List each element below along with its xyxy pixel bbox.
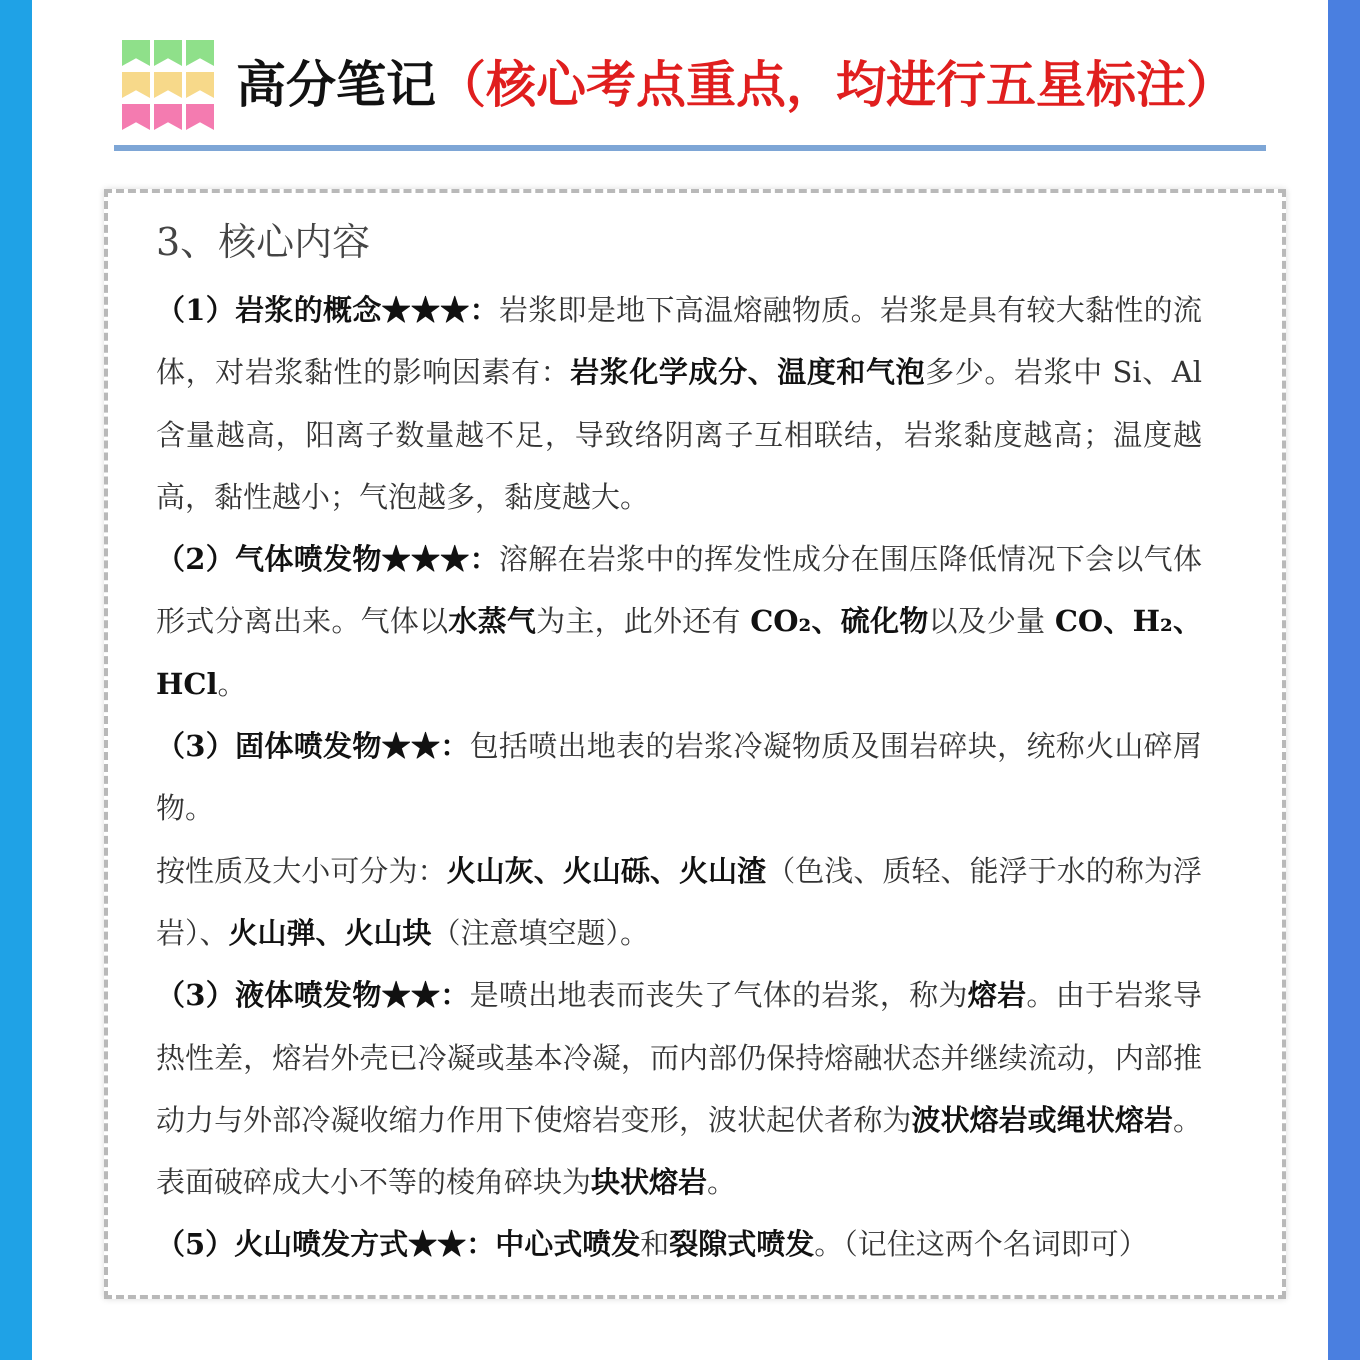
paragraph-solid-ejecta xyxy=(156,715,1202,840)
title-main: 高分笔记 xyxy=(236,56,436,114)
text: 。（记住这两个名词即可） xyxy=(814,1227,1148,1262)
label-liquid-ejecta: （3）液体喷发物★★： xyxy=(156,978,470,1013)
header-divider xyxy=(114,145,1266,151)
paragraph-gas-ejecta xyxy=(156,528,1202,715)
text: 为主，此外还有 xyxy=(536,604,751,639)
bold-text: 水蒸气 xyxy=(448,604,537,639)
bold-text: 熔岩 xyxy=(967,978,1027,1013)
label-solid-ejecta: （3）固体喷发物★★： xyxy=(156,729,470,764)
bunting-flags-icon xyxy=(122,40,218,136)
bold-text: 块状熔岩 xyxy=(591,1165,708,1200)
right-accent-bar xyxy=(1328,0,1360,1360)
bold-text: 火山灰、火山砾、火山渣 xyxy=(446,853,767,888)
bold-text: 裂隙式喷发 xyxy=(669,1227,815,1262)
bold-text: CO、H₂、HCl xyxy=(156,604,1202,701)
paragraph-liquid-ejecta xyxy=(156,964,1202,1213)
bold-text: CO₂、硫化物 xyxy=(750,604,929,639)
bold-text: 岩浆化学成分、温度和气泡 xyxy=(570,355,926,390)
bold-text: 火山弹、火山块 xyxy=(228,915,432,950)
text: （色浅、质轻、能浮于水的称为浮岩）、 xyxy=(156,853,1202,950)
text: 是喷出地表而丧失了气体的岩浆，称为 xyxy=(469,978,968,1013)
page-title xyxy=(236,50,1236,120)
text: 和 xyxy=(640,1227,670,1262)
bold-text: 中心式喷发 xyxy=(495,1227,641,1262)
bold-text: 波状熔岩或绳状熔岩 xyxy=(911,1102,1173,1137)
label-eruption-modes: （5）火山喷发方式★★： xyxy=(156,1227,496,1262)
text: 。由于岩浆导热性差，熔岩外壳已冷凝或基本冷凝，而内部仍保持熔融状态并继续流动，内部推动力与外部冷凝收缩力作用下使熔岩变形，波状起伏者称为 xyxy=(156,978,1202,1137)
text: 。 xyxy=(217,666,247,701)
title-note: （核心考点重点，均进行五星标注） xyxy=(436,56,1236,114)
text: （注意填空题）。 xyxy=(431,915,650,950)
text: 包括喷出地表的岩浆冷凝物质及围岩碎块，统称火山碎屑物。 xyxy=(156,729,1202,826)
label-magma-concept: （1）岩浆的概念★★★： xyxy=(156,293,499,327)
text: 。 xyxy=(707,1165,737,1200)
text: 。表面破碎成大小不等的棱角碎块为 xyxy=(156,1102,1202,1200)
notes-content xyxy=(156,205,1202,1276)
text: 岩浆即是地下高温熔融物质。岩浆是具有较大黏性的流体，对岩浆黏性的影响因素有： xyxy=(156,293,1202,390)
left-accent-bar xyxy=(0,0,32,1360)
text: 按性质及大小可分为： xyxy=(156,853,447,888)
section-heading: 3、核心内容 xyxy=(156,220,371,264)
paragraph-eruption-modes xyxy=(156,1213,1202,1275)
label-gas-ejecta: （2）气体喷发物★★★： xyxy=(156,542,499,577)
paragraph-magma-concept xyxy=(156,279,1202,528)
text: 以及少量 xyxy=(928,604,1055,639)
text: 多少。岩浆中 Si、Al 含量越高，阳离子数量越不足，导致络阴离子互相联结，岩浆黏度越高；温度越高，黏性越小；气泡越多，黏度越大。 xyxy=(156,355,1202,514)
text: 溶解在岩浆中的挥发性成分在围压降低情况下会以气体形式分离出来。气体以 xyxy=(156,542,1202,639)
paragraph-solid-classification xyxy=(156,840,1202,965)
